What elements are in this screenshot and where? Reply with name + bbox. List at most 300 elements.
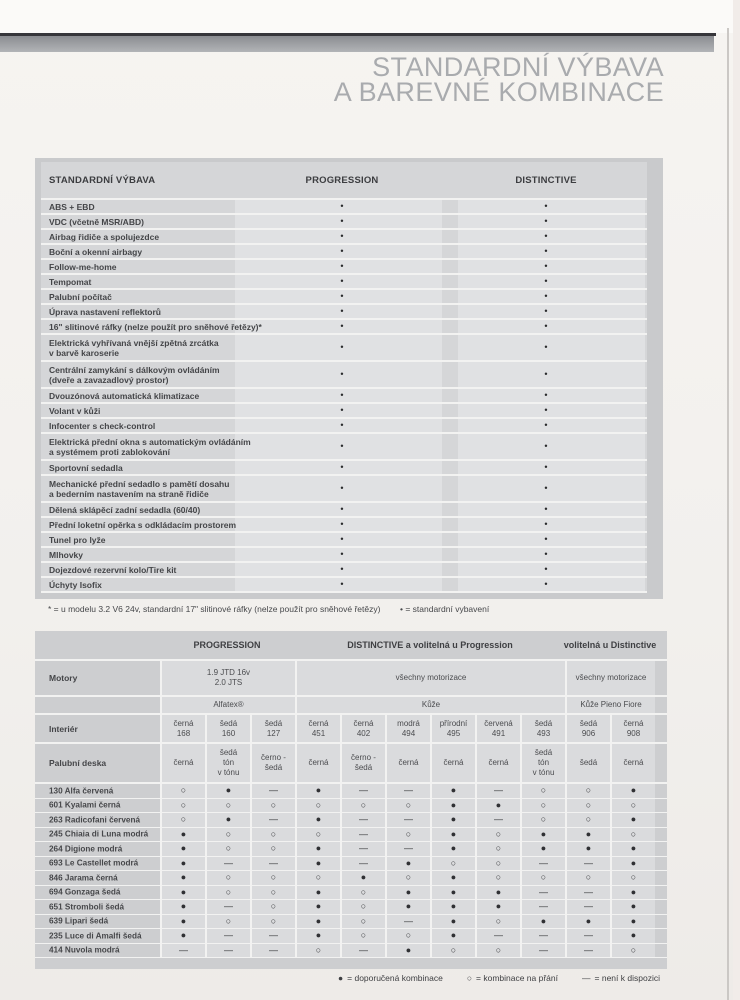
- equipment-item-label: [41, 463, 123, 473]
- combination-symbol: ○: [315, 872, 322, 883]
- combination-symbol: ●: [180, 872, 187, 883]
- combination-cell: [430, 842, 475, 856]
- progression-marker: •: [340, 461, 344, 472]
- combination-cell: [340, 857, 385, 871]
- standard-marker-legend: • = standardní vybavení: [400, 604, 490, 614]
- combination-cell: [565, 784, 610, 798]
- equipment-row: [41, 404, 647, 419]
- distinctive-marker: •: [544, 518, 548, 529]
- paint-color-rows: [35, 784, 667, 958]
- combination-symbol: ○: [540, 872, 547, 883]
- combination-cell: [430, 871, 475, 885]
- combination-cell: [565, 871, 610, 885]
- equipment-row: [41, 245, 647, 260]
- combination-cell: [205, 799, 250, 813]
- distinctive-marker: •: [544, 230, 548, 241]
- interior-color-name: černá: [308, 718, 329, 728]
- combination-cell: [385, 857, 430, 871]
- combination-symbol: ○: [630, 799, 637, 810]
- upholstery-progression-cell: Alfatex®: [160, 697, 295, 713]
- combination-cell: [295, 857, 340, 871]
- combination-symbol: ●: [450, 785, 457, 796]
- distinctive-marker: •: [544, 320, 548, 331]
- combination-symbol: —: [584, 857, 593, 868]
- equipment-row: [41, 335, 647, 362]
- combination-symbol: ●: [225, 785, 232, 796]
- combination-cell: [520, 813, 565, 827]
- combination-symbol: ●: [225, 814, 232, 825]
- combination-symbol: ○: [495, 915, 502, 926]
- equipment-item-label: [41, 217, 144, 227]
- combination-symbol: ○: [585, 799, 592, 810]
- combination-cell: [610, 784, 655, 798]
- combination-symbol: ●: [450, 886, 457, 897]
- combination-symbol: ○: [225, 828, 232, 839]
- interior-color-name: přírodní: [439, 718, 468, 728]
- combination-symbol: ●: [315, 785, 322, 796]
- progression-marker: •: [340, 260, 344, 271]
- paint-color-row: [35, 813, 667, 828]
- interior-color-code: 908: [626, 728, 641, 738]
- combination-cell: [385, 915, 430, 929]
- combination-cell: [160, 900, 205, 914]
- interior-cell: [520, 715, 565, 742]
- combination-cell: [295, 799, 340, 813]
- combination-cell: [250, 944, 295, 958]
- combination-symbol: ●: [495, 886, 502, 897]
- combination-cell: [385, 813, 430, 827]
- combination-symbol: ●: [180, 886, 187, 897]
- combination-symbol: —: [224, 930, 233, 941]
- combination-cell: [565, 915, 610, 929]
- progression-marker: •: [340, 548, 344, 559]
- equipment-item-line: Centrální zamykání s dálkovým ovládáním: [49, 364, 220, 375]
- paint-color-label: 414 Nuvola modrá: [49, 945, 120, 955]
- distinctive-marker: •: [544, 578, 548, 589]
- progression-marker: •: [340, 518, 344, 529]
- combination-symbol: ○: [495, 944, 502, 955]
- equipment-row: [41, 230, 647, 245]
- distinctive-marker: •: [544, 461, 548, 472]
- dashboard-label: Palubní deska: [49, 758, 107, 768]
- combination-cell: [340, 944, 385, 958]
- progression-marker: •: [340, 200, 344, 211]
- combination-cell: [520, 915, 565, 929]
- combination-symbol: —: [269, 814, 278, 825]
- distinctive-marker: •: [544, 482, 548, 493]
- combination-cell: [610, 799, 655, 813]
- combination-cell: [205, 871, 250, 885]
- combination-cell: [430, 813, 475, 827]
- combination-symbol: ●: [315, 886, 322, 897]
- dashboard-cell: [610, 744, 655, 782]
- combination-symbol: ●: [495, 901, 502, 912]
- combination-symbol: —: [539, 886, 548, 897]
- combination-cell: [520, 857, 565, 871]
- equipment-row: [41, 461, 647, 476]
- equipment-row: [41, 548, 647, 563]
- combination-symbol: —: [584, 944, 593, 955]
- equipment-row: [41, 503, 647, 518]
- combination-symbol: ●: [630, 915, 637, 926]
- interior-label: Interiér: [49, 723, 78, 734]
- combination-cell: [610, 929, 655, 943]
- dashboard-cell: [205, 744, 250, 782]
- progression-marker: •: [340, 503, 344, 514]
- paint-color-label: 130 Alfa červená: [49, 786, 114, 796]
- combination-cell: [160, 871, 205, 885]
- equipment-row: [41, 305, 647, 320]
- combination-cell: [340, 828, 385, 842]
- combination-cell: [610, 857, 655, 871]
- combination-cell: [295, 944, 340, 958]
- paint-color-row: [35, 842, 667, 857]
- equipment-item-line: ABS + EBD: [49, 201, 95, 212]
- engine-line: všechny motorizace: [395, 673, 467, 682]
- combination-symbol: ○: [270, 828, 277, 839]
- combination-symbol: ○: [630, 944, 637, 955]
- progression-marker: •: [340, 482, 344, 493]
- combination-cell: [475, 915, 520, 929]
- combination-cell: [340, 886, 385, 900]
- combination-cell: [610, 813, 655, 827]
- combination-cell: [565, 828, 610, 842]
- combination-cell: [610, 900, 655, 914]
- paint-color-label: 245 Chiaia di Luna modrá: [49, 829, 149, 839]
- interior-cell: [430, 715, 475, 742]
- distinctive-marker: •: [544, 548, 548, 559]
- combination-cell: [340, 813, 385, 827]
- progression-marker: •: [340, 341, 344, 352]
- equipment-item-line: VDC (včetně MSR/ABD): [49, 216, 144, 227]
- equipment-row: [41, 200, 647, 215]
- combination-cell: [340, 799, 385, 813]
- combination-symbol: ○: [405, 872, 412, 883]
- interior-cell: [295, 715, 340, 742]
- combination-cell: [475, 900, 520, 914]
- progression-marker: •: [340, 563, 344, 574]
- equipment-row: [41, 419, 647, 434]
- combination-symbol: ●: [630, 814, 637, 825]
- combination-symbol: ●: [315, 915, 322, 926]
- combination-cell: [160, 915, 205, 929]
- engines-distinctive-cell: [295, 661, 565, 695]
- legend-item: [467, 973, 558, 983]
- paint-color-label: 694 Gonzaga šedá: [49, 887, 121, 897]
- combination-symbol: ○: [540, 814, 547, 825]
- combination-cell: [430, 799, 475, 813]
- combination-cell: [385, 900, 430, 914]
- combination-cell: [520, 944, 565, 958]
- combination-symbol: ○: [360, 901, 367, 912]
- combination-cell: [475, 857, 520, 871]
- interior-color-code: 491: [491, 728, 506, 738]
- equipment-row: [41, 389, 647, 404]
- combination-symbol: ○: [180, 814, 187, 825]
- dashboard-cell-line: šedá: [219, 748, 238, 757]
- combination-symbol: ○: [495, 828, 502, 839]
- equipment-table-header: [41, 162, 647, 200]
- combination-symbol: ●: [315, 857, 322, 868]
- combination-cell: [250, 915, 295, 929]
- equipment-header-feature: STANDARDNÍ VÝBAVA: [49, 175, 156, 186]
- paint-color-row: [35, 886, 667, 901]
- upholstery-optional-cell: Kůže Pieno Fiore: [565, 697, 655, 713]
- paint-color-label: 235 Luce di Amalfi šedá: [49, 931, 142, 941]
- dashboard-cell: [475, 744, 520, 782]
- combination-symbol: ○: [405, 799, 412, 810]
- combination-cell: [610, 915, 655, 929]
- combination-cell: [565, 900, 610, 914]
- combination-cell: [520, 842, 565, 856]
- combination-symbol: —: [404, 843, 413, 854]
- legend-symbol: ●: [338, 973, 344, 983]
- combination-cell: [205, 784, 250, 798]
- combination-symbol: ●: [540, 843, 547, 854]
- equipment-footnotes: [0, 604, 740, 618]
- combination-cell: [475, 944, 520, 958]
- combination-cell: [295, 813, 340, 827]
- combination-symbol: ●: [315, 843, 322, 854]
- combination-cell: [475, 842, 520, 856]
- combination-cell: [520, 871, 565, 885]
- combination-cell: [250, 900, 295, 914]
- interior-color-code: 495: [446, 728, 461, 738]
- combination-symbol: ○: [405, 828, 412, 839]
- combination-cell: [475, 799, 520, 813]
- distinctive-marker: •: [544, 200, 548, 211]
- combination-cell: [475, 828, 520, 842]
- combination-symbol: —: [539, 930, 548, 941]
- interior-color-code: 168: [176, 728, 191, 738]
- paint-color-label: 651 Stromboli šedá: [49, 902, 125, 912]
- equipment-item-line: 16" slitinové ráfky (nelze použít pro sněhové řetězy)*: [49, 321, 262, 332]
- equipment-item-label: [41, 479, 229, 499]
- dashboard-row: [35, 744, 667, 784]
- combination-symbol: ●: [180, 915, 187, 926]
- combination-cell: [205, 929, 250, 943]
- equipment-item-label: [41, 421, 155, 431]
- combination-symbol: ●: [405, 886, 412, 897]
- combination-symbol: ●: [540, 915, 547, 926]
- engines-row: [35, 661, 667, 697]
- combination-symbol: ○: [540, 785, 547, 796]
- combination-cell: [475, 784, 520, 798]
- combination-symbol: —: [224, 857, 233, 868]
- combination-cell: [340, 900, 385, 914]
- combination-symbol: ○: [360, 915, 367, 926]
- combination-cell: [385, 828, 430, 842]
- equipment-item-label: [41, 232, 159, 242]
- combination-cell: [475, 929, 520, 943]
- combination-symbol: ●: [405, 901, 412, 912]
- equipment-item-line: Follow-me-home: [49, 261, 117, 272]
- paint-color-row: [35, 828, 667, 843]
- group-header-optional-distinctive: volitelná u Distinctive: [563, 640, 657, 650]
- equipment-item-label: [41, 520, 236, 530]
- distinctive-marker: •: [544, 368, 548, 379]
- paint-color-row: [35, 871, 667, 886]
- dashboard-cell: [430, 744, 475, 782]
- combination-cell: [520, 886, 565, 900]
- combination-symbol: —: [359, 843, 368, 854]
- combination-symbol: —: [494, 930, 503, 941]
- combination-symbol: —: [179, 944, 188, 955]
- equipment-item-label: [41, 391, 199, 401]
- combination-cell: [250, 828, 295, 842]
- combination-cell: [205, 842, 250, 856]
- equipment-row: [41, 362, 647, 389]
- combination-cell: [160, 944, 205, 958]
- progression-marker: •: [340, 245, 344, 256]
- distinctive-marker: •: [544, 305, 548, 316]
- combination-cell: [520, 900, 565, 914]
- distinctive-marker: •: [544, 533, 548, 544]
- progression-marker: •: [340, 275, 344, 286]
- upholstery-distinctive-cell: Kůže: [295, 697, 565, 713]
- interior-cell: [565, 715, 610, 742]
- progression-marker: •: [340, 368, 344, 379]
- distinctive-marker: •: [544, 440, 548, 451]
- combination-symbol: ●: [450, 814, 457, 825]
- combination-symbol: —: [269, 785, 278, 796]
- combination-symbol: —: [224, 944, 233, 955]
- interior-color-name: šedá: [534, 718, 553, 728]
- color-combination-table: [35, 631, 667, 969]
- equipment-item-label: [41, 535, 106, 545]
- combination-cell: [385, 944, 430, 958]
- combination-cell: [160, 886, 205, 900]
- combination-symbol: —: [224, 901, 233, 912]
- combination-cell: [295, 915, 340, 929]
- equipment-item-label: [41, 365, 220, 385]
- equipment-row: [41, 215, 647, 230]
- dashboard-cell: [520, 744, 565, 782]
- equipment-row: [41, 533, 647, 548]
- interior-color-name: šedá: [579, 718, 598, 728]
- equipment-item-line: v barvě karoserie: [49, 347, 119, 358]
- progression-marker: •: [340, 533, 344, 544]
- combination-symbol: ●: [630, 785, 637, 796]
- engine-line: 2.0 JTS: [214, 678, 243, 687]
- combination-symbol: ○: [225, 886, 232, 897]
- dashboard-cell-line: černá: [488, 758, 509, 767]
- combination-symbol: ○: [585, 785, 592, 796]
- progression-marker: •: [340, 578, 344, 589]
- combination-cell: [565, 813, 610, 827]
- interior-color-name: černá: [353, 718, 374, 728]
- equipment-row: [41, 518, 647, 533]
- paint-color-row: [35, 929, 667, 944]
- dashboard-cell-line: v tónu: [217, 768, 240, 777]
- dashboard-cell-line: černá: [443, 758, 464, 767]
- page-top-margin: [0, 0, 740, 33]
- equipment-item-line: Sportovní sedadla: [49, 462, 123, 473]
- equipment-item-line: Dvouzónová automatická klimatizace: [49, 390, 200, 401]
- equipment-item-line: Dojezdové rezervní kolo/Tire kit: [49, 564, 177, 575]
- combination-cell: [340, 915, 385, 929]
- combination-symbol: —: [359, 828, 368, 839]
- combination-cell: [250, 842, 295, 856]
- combination-symbol: —: [269, 944, 278, 955]
- equipment-row: [41, 578, 647, 593]
- interior-cell: [340, 715, 385, 742]
- legend-item: [338, 973, 443, 983]
- legend-item: [582, 973, 660, 983]
- combination-cell: [610, 944, 655, 958]
- equipment-item-label: [41, 307, 161, 317]
- equipment-header-progression: PROGRESSION: [305, 175, 379, 186]
- equipment-item-line: Dělená sklápěcí zadní sedadla (60/40): [49, 504, 201, 515]
- combination-cell: [205, 813, 250, 827]
- combination-symbol: ●: [180, 843, 187, 854]
- page-title-line1: STANDARDNÍ VÝBAVA: [372, 52, 664, 82]
- paint-color-label: 263 Radicofani červená: [49, 815, 141, 825]
- interior-color-name: modrá: [397, 718, 420, 728]
- combination-symbol: ○: [180, 785, 187, 796]
- combination-symbol: ●: [585, 843, 592, 854]
- combination-symbol: ●: [630, 886, 637, 897]
- combination-cell: [250, 799, 295, 813]
- distinctive-marker: •: [544, 290, 548, 301]
- combination-cell: [160, 842, 205, 856]
- combination-symbol: —: [584, 930, 593, 941]
- combination-symbol: ○: [450, 944, 457, 955]
- combination-symbol: ●: [405, 857, 412, 868]
- dashboard-cell-line: černá: [623, 758, 644, 767]
- equipment-item-line: Úprava nastavení reflektorů: [49, 306, 161, 317]
- equipment-item-line: a bederním nastavením na straně řidiče: [49, 488, 209, 499]
- equipment-item-label: [41, 550, 83, 560]
- equipment-item-line: Boční a okenní airbagy: [49, 246, 143, 257]
- combination-cell: [385, 929, 430, 943]
- engines-progression-cell: [160, 661, 295, 695]
- combination-symbol: ○: [630, 828, 637, 839]
- combination-symbol: —: [494, 785, 503, 796]
- interior-color-code: 451: [311, 728, 326, 738]
- paint-color-row: [35, 900, 667, 915]
- combination-symbol: ○: [360, 799, 367, 810]
- equipment-item-line: a systémem proti zablokování: [49, 446, 170, 457]
- combination-symbol: —: [359, 785, 368, 796]
- combination-cell: [295, 886, 340, 900]
- engine-line: všechny motorizace: [575, 673, 647, 682]
- combination-cell: [610, 886, 655, 900]
- interior-cell: [160, 715, 205, 742]
- equipment-item-line: Mechanické přední sedadlo s pamětí dosahu: [49, 478, 230, 489]
- combination-cell: [160, 828, 205, 842]
- combination-symbol: ○: [315, 944, 322, 955]
- combination-cell: [295, 929, 340, 943]
- combination-cell: [565, 799, 610, 813]
- equipment-item-line: Palubní počítač: [49, 291, 112, 302]
- dashboard-cell: [340, 744, 385, 782]
- combination-symbol: —: [269, 930, 278, 941]
- combination-symbol: —: [494, 814, 503, 825]
- distinctive-marker: •: [544, 563, 548, 574]
- combination-symbol: ○: [315, 828, 322, 839]
- combination-cell: [205, 900, 250, 914]
- combination-cell: [430, 828, 475, 842]
- interior-color-name: černá: [173, 718, 194, 728]
- paint-color-row: [35, 915, 667, 930]
- combination-symbol: —: [269, 857, 278, 868]
- engines-label: Motory: [49, 673, 78, 683]
- equipment-item-label: [41, 202, 95, 212]
- combination-symbol: ○: [270, 915, 277, 926]
- combination-cell: [205, 944, 250, 958]
- legend-symbol: ○: [466, 973, 473, 983]
